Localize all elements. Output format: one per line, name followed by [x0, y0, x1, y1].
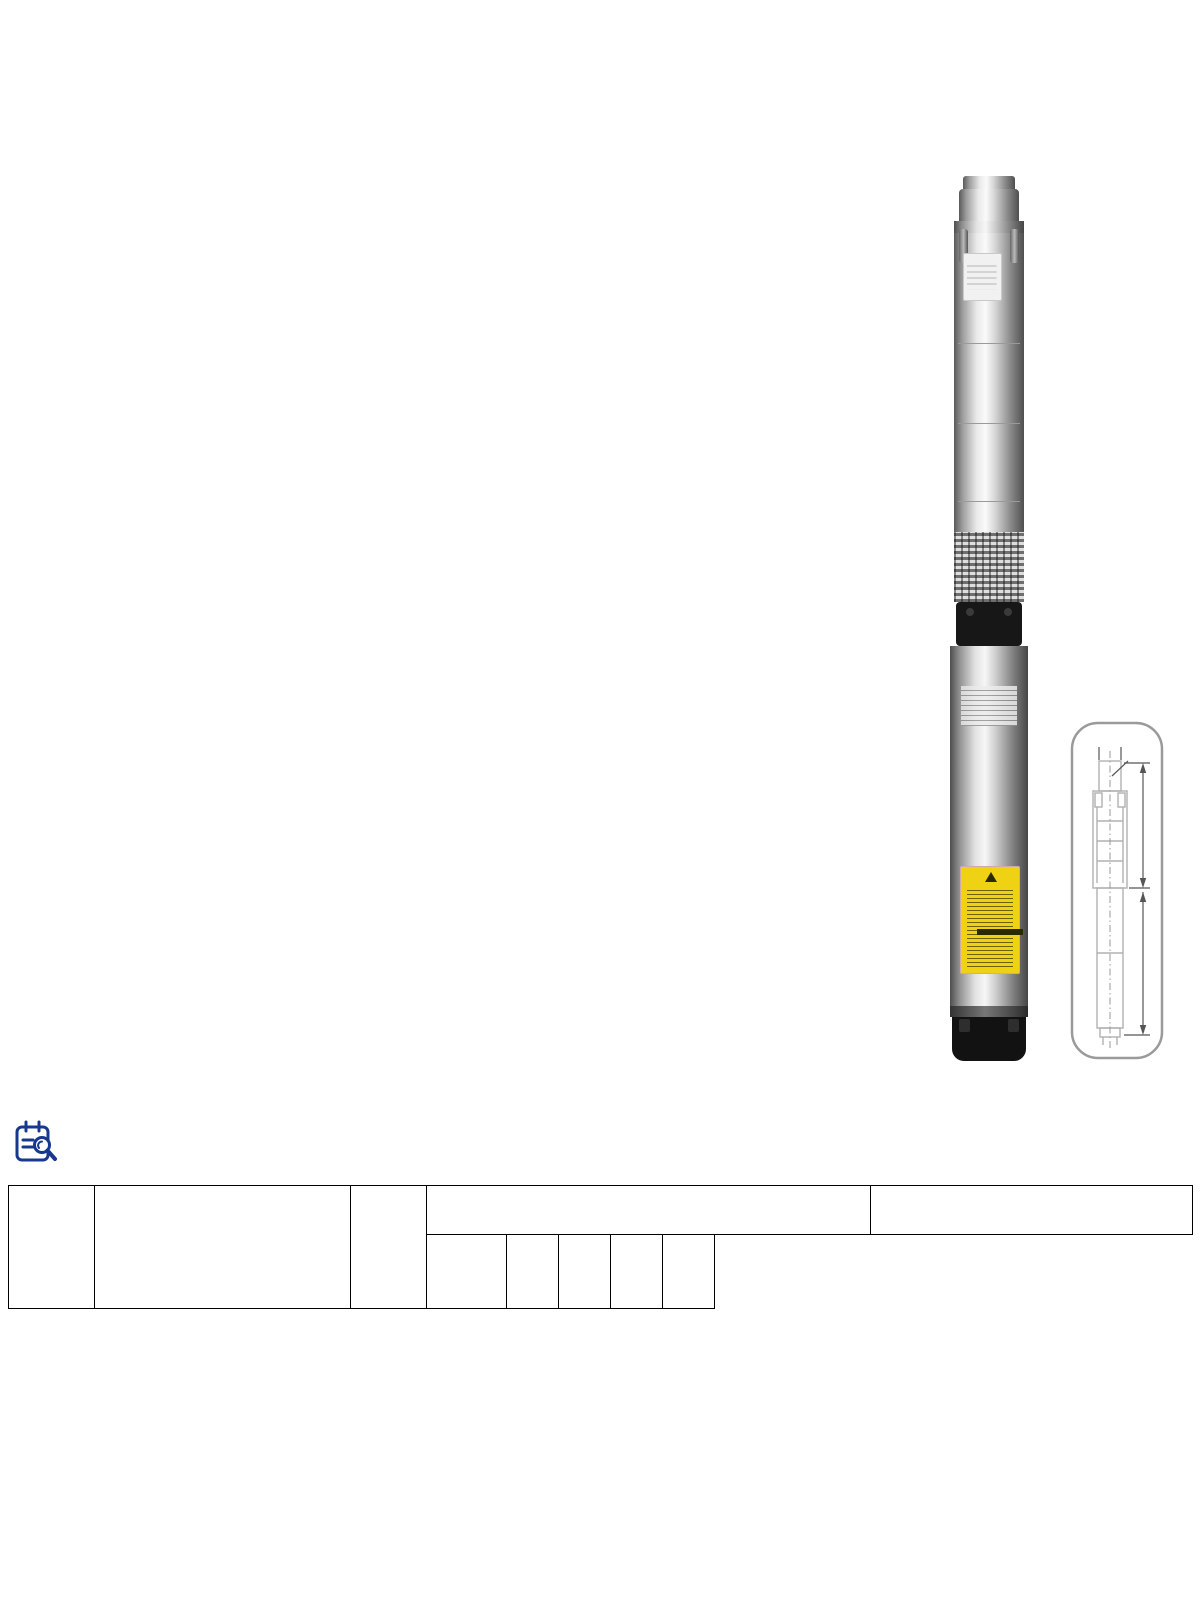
pump-seam	[958, 423, 1020, 424]
spec-sheet-icon	[12, 1116, 60, 1168]
pump-coupling	[956, 602, 1022, 646]
pump-lug	[1008, 1019, 1019, 1032]
col-header-flow	[427, 1234, 507, 1308]
col-header-outlet	[663, 1234, 715, 1308]
col-header-l1-6	[507, 1234, 559, 1308]
warning-band	[977, 929, 1023, 935]
group-header-pump-params	[427, 1186, 871, 1235]
group-header-dimensions	[871, 1186, 1193, 1235]
section-title	[12, 1116, 92, 1168]
col-header-l1-8	[559, 1234, 611, 1308]
motor-spec-label	[961, 686, 1017, 726]
pump-photo	[933, 156, 1045, 1071]
performance-table	[8, 1185, 1193, 1309]
pump-body	[954, 233, 1024, 532]
dimension-drawing	[1048, 703, 1172, 1078]
pump-bottom-ring	[950, 1006, 1028, 1017]
col-header-l2	[611, 1234, 663, 1308]
pump-seam	[958, 343, 1020, 344]
pump-cable-guard	[1010, 229, 1019, 263]
pump-top-cap	[959, 189, 1019, 221]
pump-strainer	[954, 532, 1024, 602]
drawing-border	[1072, 723, 1162, 1058]
dimension-lines	[1099, 747, 1150, 1035]
pump-lug	[959, 1019, 970, 1032]
pump-bottom-cap	[952, 1017, 1026, 1061]
efficiency-chart	[28, 758, 920, 1090]
pump-motor	[950, 646, 1028, 1006]
pump-nameplate	[963, 253, 1002, 301]
head-chart	[28, 40, 920, 755]
pump-top-rim	[963, 176, 1015, 189]
motor-warning-label	[960, 866, 1020, 974]
col-header-power	[351, 1186, 427, 1309]
col-header-power-source	[9, 1186, 95, 1309]
col-header-model	[95, 1186, 351, 1309]
pump-seam	[958, 501, 1020, 502]
